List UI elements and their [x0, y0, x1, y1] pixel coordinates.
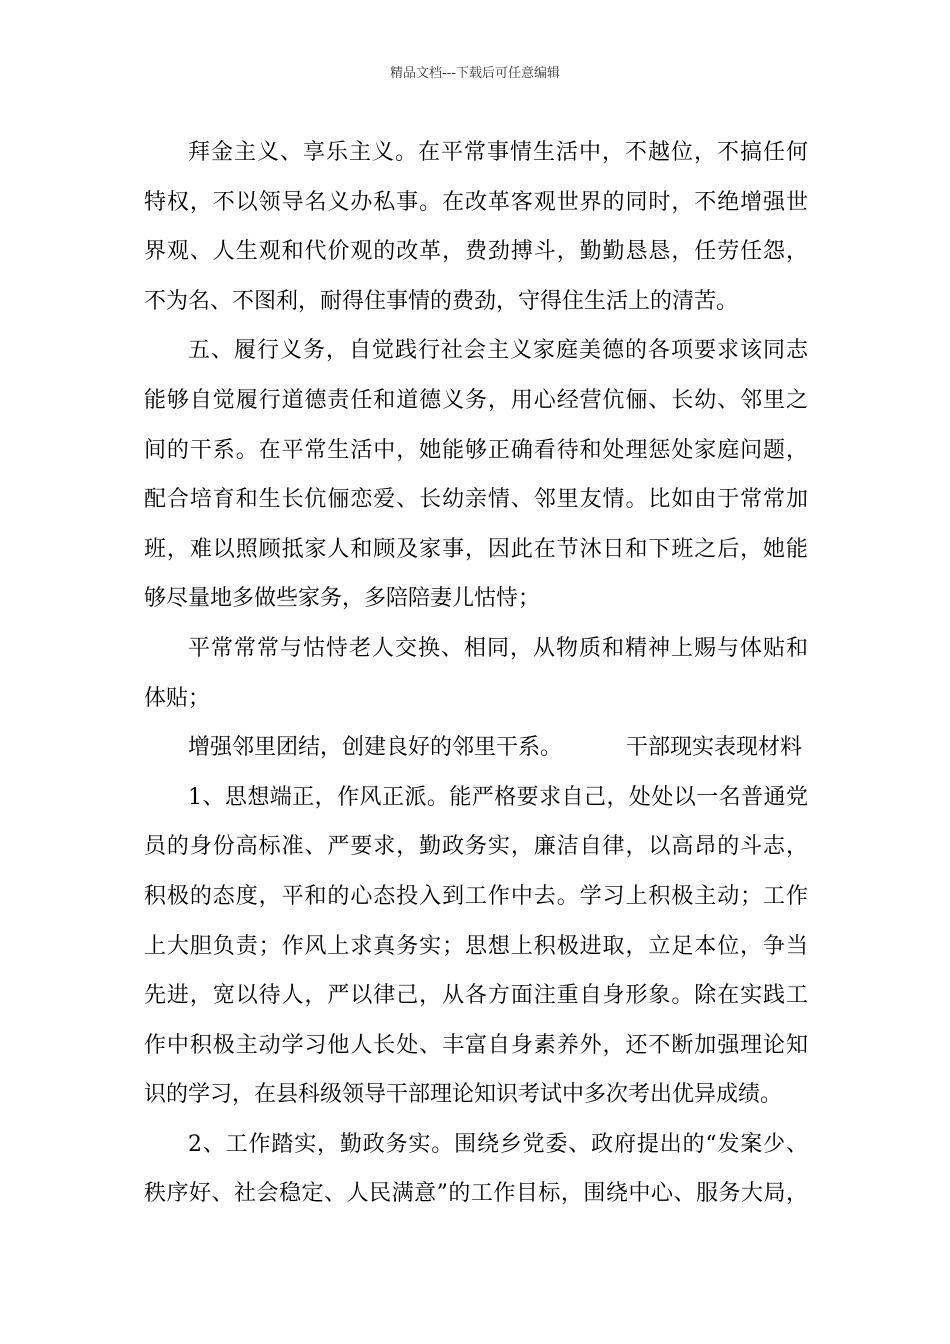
text-line: 不为名、不图利，耐得住事情的费劲，守得住生活上的清苦。	[144, 288, 739, 314]
paragraph	[144, 723, 808, 773]
paragraph	[144, 1120, 808, 1219]
text-line: 1、思想端正，作风正派。能严格要求自己，处处以一名普通党	[188, 784, 808, 810]
text-line: 五、履行义务，自觉践行社会主义家庭美德的各项要求该同志	[188, 338, 808, 364]
text-line: 拜金主义、享乐主义。在平常事情生活中，不越位，不搞任何	[188, 140, 808, 165]
paragraph	[144, 773, 808, 1120]
text-line: 作中积极主动学习他人长处、丰富自身素养外，还不断加强理论知	[144, 1032, 808, 1058]
paragraph	[144, 326, 808, 624]
paragraph	[144, 624, 808, 723]
text-line: 积极的态度，平和的心态投入到工作中去。学习上积极主动；工作	[144, 883, 808, 909]
text-line: 识的学习，在县科级领导干部理论知识考试中多次考出优异成绩。	[144, 1082, 783, 1108]
text-line: 2、工作踏实，勤政务实。围绕乡党委、政府提出的“发案少、	[188, 1131, 808, 1157]
text-line: 先进，宽以待人，严以律己，从各方面注重自身形象。除在实践工	[144, 983, 808, 1009]
text-line: 上大胆负责；作风上求真务实；思想上积极进取，立足本位，争当	[144, 933, 808, 959]
text-line: 配合培育和生长伉俪恋爱、长幼亲情、邻里友情。比如由于常常加	[144, 487, 808, 513]
text-line: 间的干系。在平常生活中，她能够正确看待和处理惩处家庭问题，	[144, 437, 808, 463]
page-header: 精品文档---下载后可任意编辑	[389, 66, 561, 81]
text-line: 秩序好、社会稳定、人民满意”的工作目标，围绕中心、服务大局，	[144, 1181, 808, 1207]
text-line	[144, 723, 808, 773]
text-line: 员的身份高标准、严要求，勤政务实，廉洁自律，以高昂的斗志，	[144, 834, 808, 860]
text-line: 体贴；	[144, 685, 211, 711]
paragraph	[144, 128, 808, 326]
text-line: 特权，不以领导名义办私事。在改革客观世界的同时，不绝增强世	[144, 189, 808, 215]
section-title: 干部现实表现材料	[626, 735, 803, 761]
text-line: 够尽量地多做些家务，多陪陪妻儿怙恃；	[144, 586, 541, 612]
text-segment: 增强邻里团结，创建良好的邻里干系。	[188, 735, 563, 761]
document-body	[144, 128, 808, 1219]
text-line: 班，难以照顾抵家人和顾及家事，因此在节沐日和下班之后，她能	[144, 536, 808, 562]
text-line: 能够自觉履行道德责任和道德义务，用心经营伉俪、长幼、邻里之	[144, 387, 808, 413]
text-line: 界观、人生观和代价观的改革，费劲搏斗，勤勤恳恳，任劳任怨，	[144, 239, 808, 265]
text-line: 平常常常与怙恃老人交换、相同，从物质和精神上赐与体贴和	[188, 635, 808, 661]
